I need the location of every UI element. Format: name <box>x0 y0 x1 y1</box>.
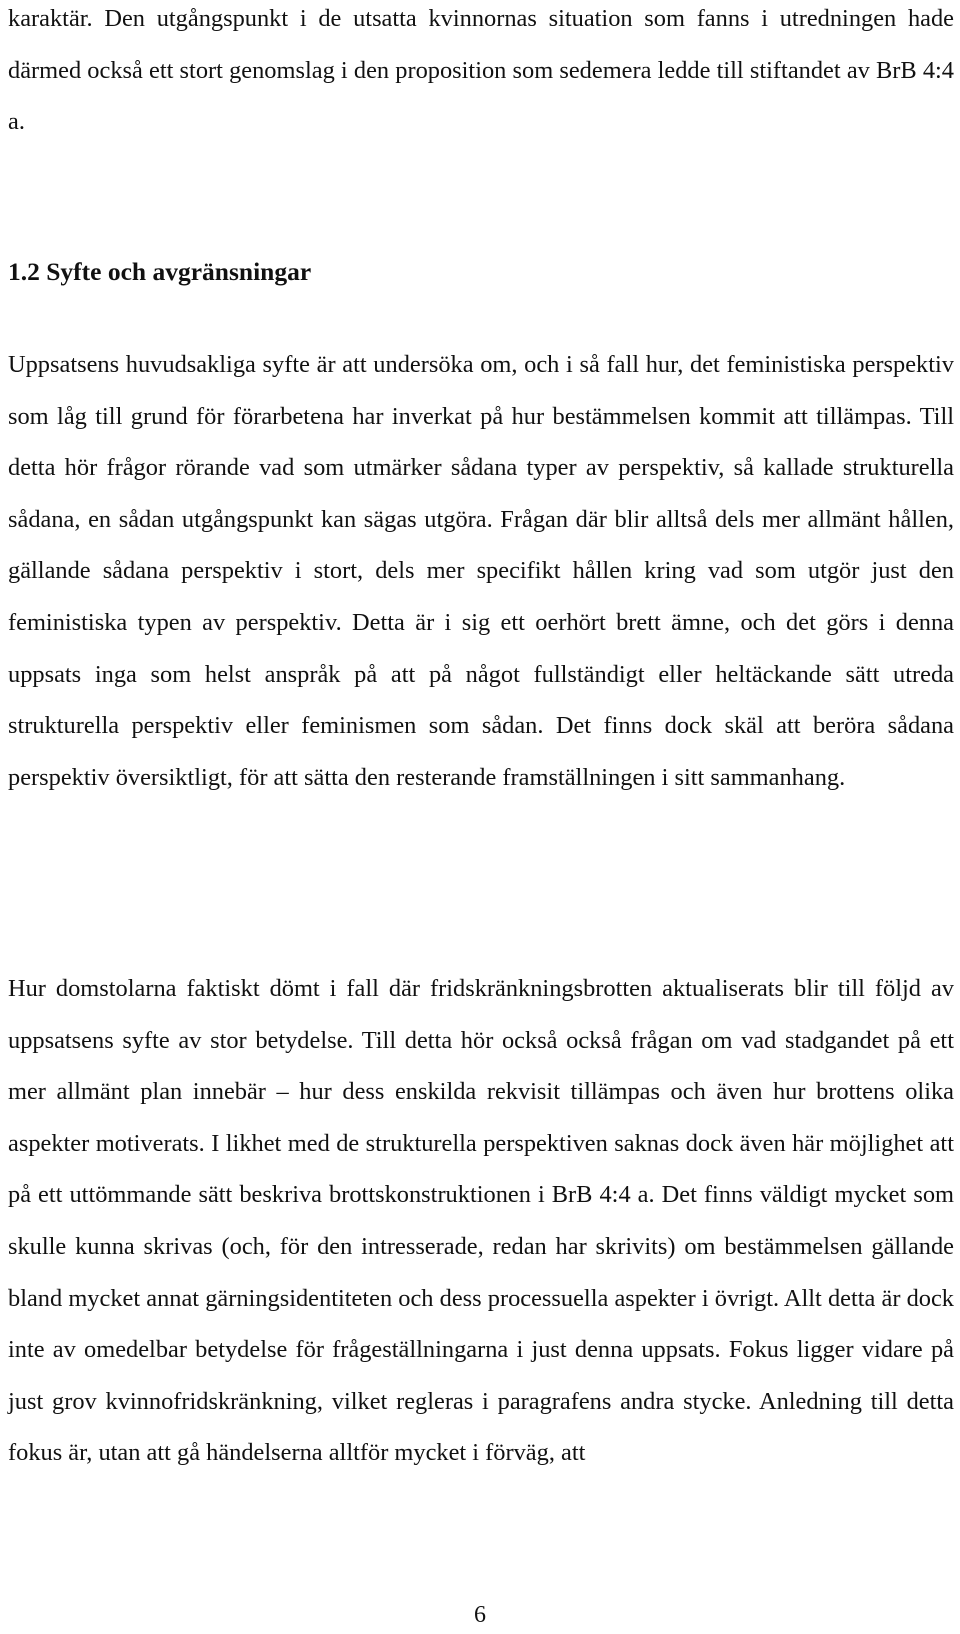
body-paragraph-domstolar: Hur domstolarna faktiskt dömt i fall där fridskränkningsbrotten aktualiserats blir till följd av uppsatsens syfte av stor betydelse. Till detta hör också också frågan om vad stadgandet på ett mer allmänt plan innebär – hur dess enskilda rekvisit tillämpas och även hur brottens olika aspekter motiverats. I likhet med de strukturella perspektiven saknas dock även här möjlighet att på ett uttömmande sätt beskriva brottskonstruktionen i BrB 4:4 a. Det finns väldigt mycket som skulle kunna skrivas (och, för den intresserade, redan har skrivits) om bestämmelsen gällande bland mycket annat gärningsidentiteten och dess processuella aspekter i övrigt. Allt detta är dock inte av omedelbar betydelse för frågeställningarna i just denna uppsats. Fokus ligger vidare på just grov kvinnofridskränkning, vilket regleras i paragrafens andra stycke. Anledning till detta fokus är, utan att gå händelserna alltför mycket i förväg, att <box>8 975 954 1467</box>
body-paragraph-syfte: Uppsatsens huvudsakliga syfte är att undersöka om, och i så fall hur, det feministiska perspektiv som låg till grund för förarbetena har inverkat på hur bestämmelsen kommit att tillämpas. Till detta hör frågor rörande vad som utmärker sådana typer av perspektiv, så kallade strukturella sådana, en sådan utgångspunkt kan sägas utgöra. Frågan där blir alltså dels mer allmänt hållen, gällande sådana perspektiv i stort, dels mer specifikt hållen kring vad som utgör just den feministiska typen av perspektiv. Detta är i sig ett oerhört brett ämne, och det görs i denna uppsats inga som helst anspråk på att på något fullständigt eller heltäckande sätt utreda strukturella perspektiv eller feminismen som sådan. Det finns dock skäl att beröra sådana perspektiv översiktligt, för att sätta den resterande framställningen i sitt sammanhang. <box>8 351 954 791</box>
section-heading: 1.2 Syfte och avgränsningar <box>8 257 312 286</box>
intro-paragraph: karaktär. Den utgångspunkt i de utsatta kvinnornas situation som fanns i utredningen hade därmed också ett stort genomslag i den proposition som sedemera ledde till stiftandet av BrB 4:4 a. <box>8 5 954 136</box>
page-number: 6 <box>474 1602 486 1628</box>
